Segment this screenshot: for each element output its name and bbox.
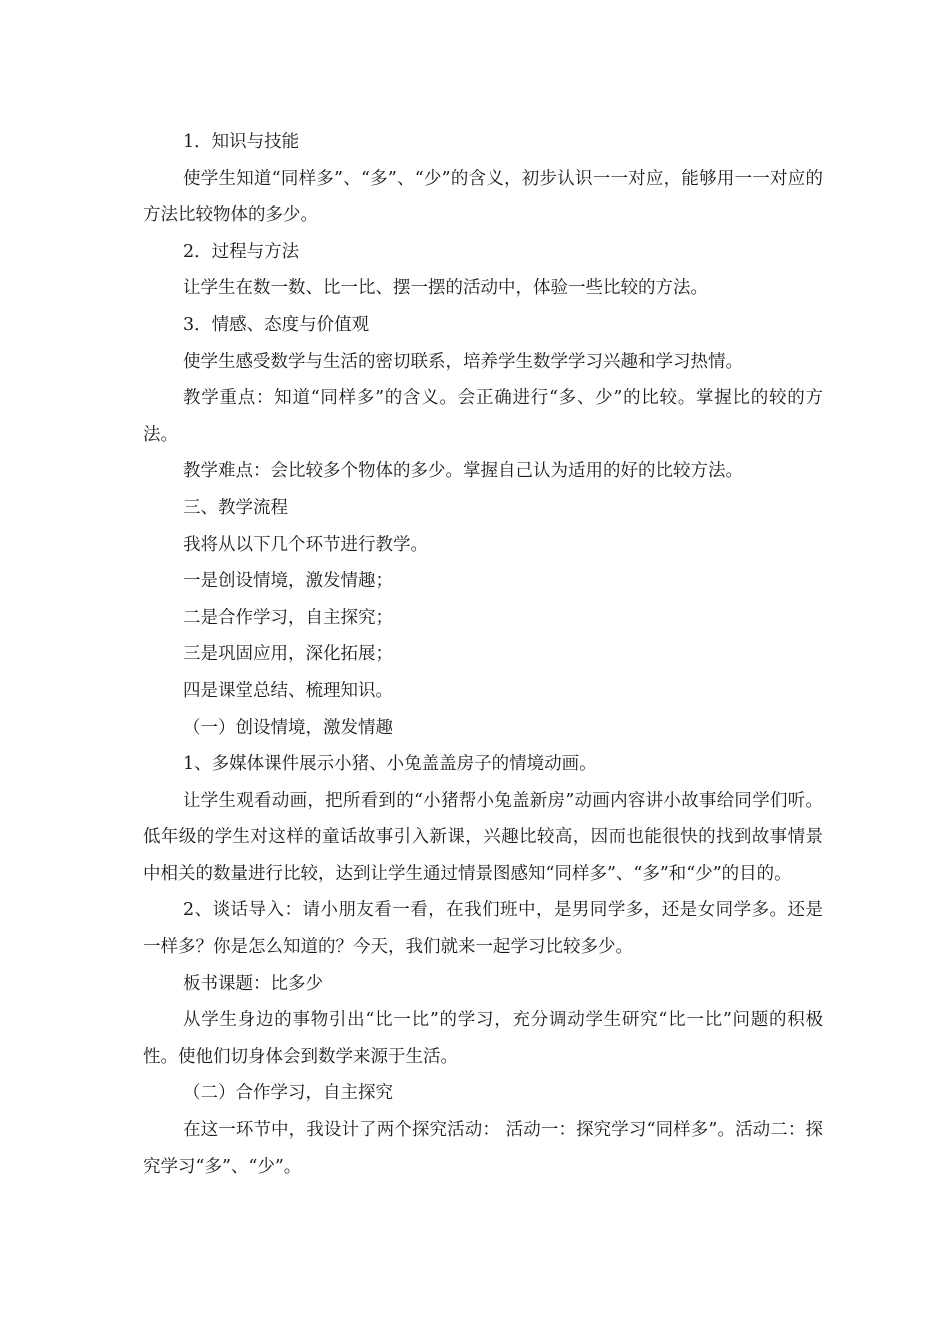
heading-teaching-flow: 三、教学流程: [183, 497, 288, 518]
heading-section-1: （一）创设情境，激发情趣: [183, 717, 393, 738]
document-body: [143, 124, 823, 1185]
paragraph-compare-intro: 从学生身边的事物引出“比一比”的学习，充分调动学生研究“比一比”问题的积极性。使他们切身体会到数学来源于生活。: [143, 1010, 823, 1067]
paragraph-dialogue: 2、谈话导入：请小朋友看一看，在我们班中，是男同学多，还是女同学多。还是一样多？你是怎么知道的？今天，我们就来一起学习比较多少。: [143, 900, 823, 958]
list-item-step-3: 三是巩固应用，深化拓展；: [183, 644, 393, 665]
heading-knowledge-skills: 1．知识与技能: [183, 132, 300, 152]
heading-section-2: （二）合作学习，自主探究: [183, 1083, 393, 1104]
paragraph-animation: 让学生观看动画，把所看到的“小猪帮小兔盖新房”动画内容讲小故事给同学们听。低年级的学生对这样的童话故事引入新课，兴趣比较高，因而也能很快的找到故事情景中相关的数量进行比较，达到让学生通过情景图感知“同样多”、“多”和“少”的目的。: [143, 790, 823, 884]
paragraph-difficult-point: 教学难点：会比较多个物体的多少。掌握自己认为适用的好的比较方法。: [183, 461, 743, 482]
paragraph-knowledge-goal: 使学生知道“同样多”、“多”、“少”的含义，初步认识一一对应，能够用一一对应的方法比较物体的多少。: [143, 168, 823, 226]
heading-emotion-values: 3．情感、态度与价值观: [183, 314, 370, 335]
paragraph-process-goal: 让学生在数一数、比一比、摆一摆的活动中，体验一些比较的方法。: [183, 278, 708, 299]
paragraph-emotion-goal: 使学生感受数学与生活的密切联系，培养学生数学学习兴趣和学习热情。: [183, 351, 743, 372]
paragraph-activities: 在这一环节中，我设计了两个探究活动： 活动一：探究学习“同样多”。活动二：探究学习“多”、“少”。: [143, 1120, 823, 1177]
paragraph-key-point: 教学重点：知道“同样多”的含义。会正确进行“多、少”的比较。掌握比的较的方法。: [143, 388, 823, 445]
list-item-step-4: 四是课堂总结、梳理知识。: [183, 680, 393, 701]
paragraph-flow-intro: 我将从以下几个环节进行教学。: [183, 534, 428, 555]
heading-process-method: 2．过程与方法: [183, 241, 300, 262]
list-item-step-2: 二是合作学习，自主探究；: [183, 607, 393, 628]
paragraph-multimedia: 1、多媒体课件展示小猪、小兔盖盖房子的情境动画。: [183, 754, 597, 775]
list-item-step-1: 一是创设情境，激发情趣；: [183, 571, 393, 592]
paragraph-board-title: 板书课题：比多少: [183, 973, 323, 994]
